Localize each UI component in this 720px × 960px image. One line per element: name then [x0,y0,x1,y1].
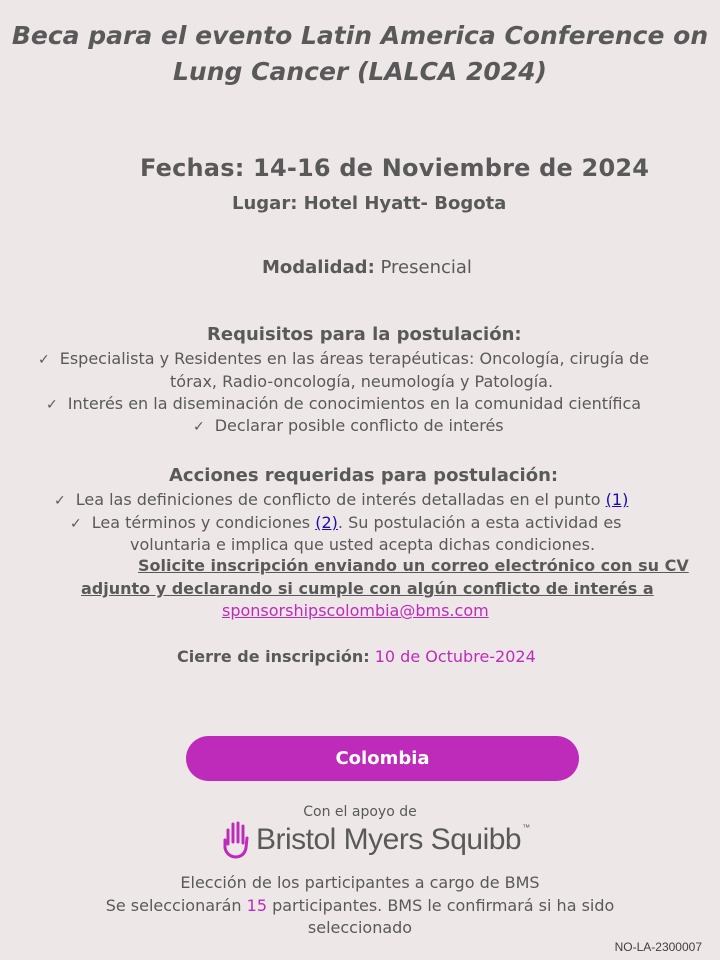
solicite-line-2: adjunto y declarando si cumple con algún conflicto de interés a [81,579,654,598]
contact-email-link[interactable]: sponsorshipscolombia@bms.com [222,601,489,620]
page-title [0,18,720,90]
support-caption: Con el apoyo de [303,804,417,820]
event-location: Lugar: Hotel Hyatt- Bogota [232,193,507,214]
requirements-heading: Requisitos para la postulación: [207,324,522,345]
title-line-2: Lung Cancer (LALCA 2024) [173,57,547,86]
deadline [177,646,536,668]
requirement-item: ✓ Especialista y Residentes en las áreas terapéuticas: Oncología, cirugía de [38,349,650,368]
hand-logo-icon [222,820,250,860]
action-item-cont: voluntaria e implica que usted acepta dichas condiciones. [130,535,596,554]
footer-line-1: Elección de los participantes a cargo de BMS [180,873,540,892]
title-line-1: Beca para el evento Latin America Conference on [11,21,709,50]
modality-value: Presencial [380,257,472,278]
solicite-line-1: Solicite inscripción enviando un correo electrónico con su CV [138,556,689,575]
terms-link[interactable]: (2) [315,513,338,532]
document-code: NO-LA-2300007 [614,940,702,954]
check-icon: ✓ [54,493,66,509]
action-item: ✓ Lea las definiciones de conflicto de interés detalladas en el punto (1) [54,490,629,509]
logo-wordmark: Bristol Myers Squibb™ [256,823,530,856]
conflict-definitions-link[interactable]: (1) [605,490,629,509]
footer-line-3: seleccionado [307,918,413,937]
requirement-item-cont: tórax, Radio-oncología, neumología y Patología. [170,372,554,391]
actions-heading: Acciones requeridas para postulación: [169,465,559,486]
requirement-item: ✓ Interés en la diseminación de conocimientos en la comunidad científica [46,394,642,413]
participants-count: 15 [246,896,267,915]
check-icon: ✓ [70,516,82,532]
deadline-label: Cierre de inscripción: [177,647,370,666]
footer-line-2: Se seleccionarán 15 participantes. BMS le confirmará si ha sido [105,896,615,915]
check-icon: ✓ [46,397,58,413]
colombia-button[interactable]: Colombia [186,736,579,781]
bms-logo [222,818,530,862]
deadline-value: 10 de Octubre-2024 [374,647,536,666]
action-item: ✓ Lea términos y condiciones (2). Su postulación a esta actividad es [70,513,622,532]
event-modality [262,257,472,278]
requirement-item: ✓ Declarar posible conflicto de interés [193,416,504,435]
check-icon: ✓ [193,419,205,435]
event-dates: Fechas: 14-16 de Noviembre de 2024 [140,154,650,182]
modality-label: Modalidad: [262,257,375,278]
check-icon: ✓ [38,352,50,368]
